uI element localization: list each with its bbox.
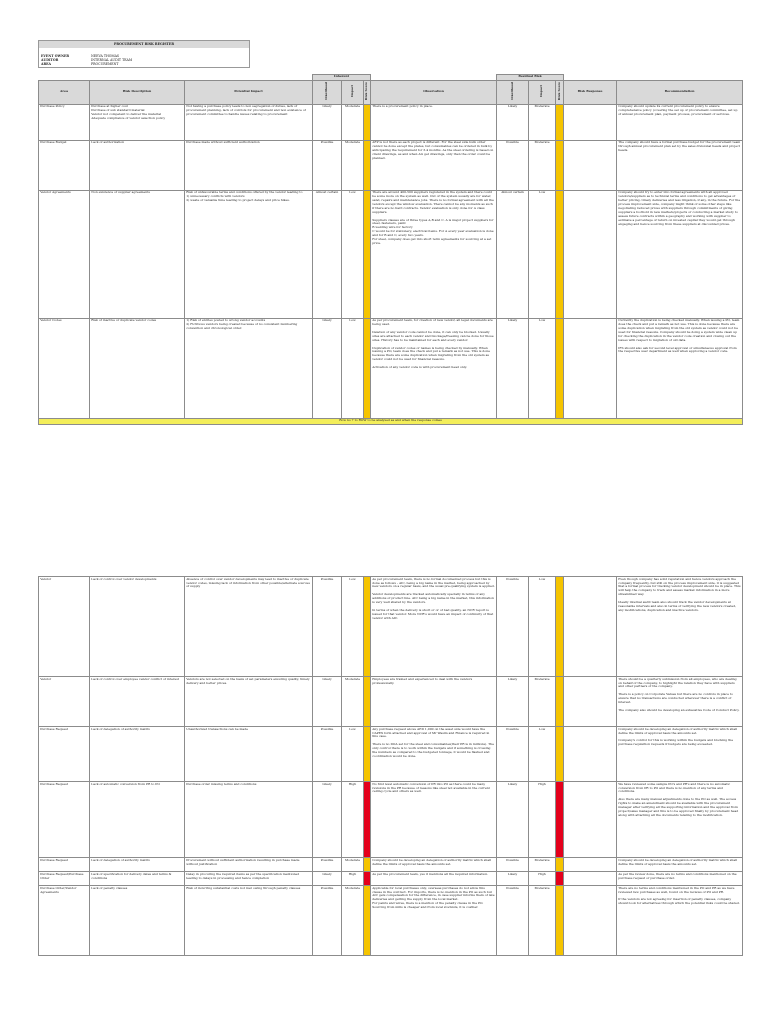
residual-impact-cell: Low <box>529 190 556 318</box>
observation-cell-paragraph: Company should be developing an delegation of authority matrix which shall define the limits of approval basis the amounts set. <box>372 857 492 866</box>
risk-description-cell: Lack of control over employee vendor conflict of interest <box>90 677 185 727</box>
area-cell: Purchase Policy <box>39 104 90 140</box>
residual-likelihood-cell: Possible <box>497 577 529 677</box>
recommendation-cell-paragraph: Even though company has solid reputation and hence vendors approach the company frequently, but still on the process improvement side, it is suggested that a formal process for tracking vendor development should be in place. This will help the company to track and assess market information in a more streamlined way. <box>618 576 741 597</box>
risk-score-indicator <box>364 858 371 872</box>
register-header <box>38 40 250 68</box>
observation-cell-paragraph: AFP is not there as each project is different. For the steel side bulk order cannot be done except the plates, but consumables can be ordered in bulk by anticipating the requirement for 3-4 months. As the steel ordering is based on client drawings, as and when AG get drawings, only then the order could be planned. <box>372 140 494 160</box>
likelihood-cell: Possible <box>313 858 342 872</box>
risk-row <box>39 886 743 956</box>
residual-impact-cell: Moderate <box>529 104 556 140</box>
field-value: INTERNAL AUDIT TEAM <box>91 58 133 63</box>
likelihood-cell: Likely <box>313 782 342 858</box>
impact-rating-cell: Moderate <box>342 104 364 140</box>
inherent-group-header: Inherent <box>313 74 371 80</box>
potential-impact-cell: Absence of control over vendor developments may lead to inactive or duplicate vendor codes, missing lack of information from other possible/alternate sources of supply <box>185 577 313 677</box>
risk-row <box>39 858 743 872</box>
impact-rating-cell: Low <box>342 577 364 677</box>
risk-response-cell <box>564 858 617 872</box>
recommendation-cell-paragraph: Company should be developing an delegation of authority matrix which shall define the limits of approval basis the amounts set. <box>618 857 738 866</box>
residual-likelihood-cell: Possible <box>497 858 529 872</box>
residual-risk-score-indicator <box>556 858 564 872</box>
observation-cell <box>371 886 497 956</box>
risk-description-cell: Lack of automatic conversion from PR to PO <box>90 782 185 858</box>
likelihood-cell: Possible <box>313 727 342 782</box>
observation-cell <box>371 677 497 727</box>
potential-impact-cell: Purchase order missing terms and conditions <box>185 782 313 858</box>
risk-response-cell <box>564 104 617 140</box>
recommendation-cell <box>617 872 743 886</box>
observation-cell-paragraph: As per the procurement team, yes it mentions all the required information. <box>372 871 489 876</box>
area-cell: Purchase Request <box>39 858 90 872</box>
residual-likelihood-cell: Possible <box>497 140 529 190</box>
observation-cell <box>371 727 497 782</box>
recommendation-cell-paragraph: Company should try to enter into formal agreements with all approved vendors/suppliers as to technical terms and conditions to get advantages of better pricing, timely deliveries and less litigation, if any, in the future. For the process improvement side, company might think of some other steps like negotiating reduced prices with suppliers through commitments of giving suppliers a foothold in new markets/projects or conducting a market study to assess future contracts within a geography and working with supplier to estimate a percentage of return on invested capital they would get through engaging and hence sourcing from these suppliers at discounted prices. <box>618 190 741 226</box>
residual-impact-cell: Low <box>529 577 556 677</box>
risk-score-indicator <box>364 104 371 140</box>
residual-impact-cell: Moderate <box>529 140 556 190</box>
col-area: Area <box>39 80 90 104</box>
risk-score-indicator <box>364 190 371 318</box>
risk-score-indicator <box>364 782 371 858</box>
risk-description-cell: Lack of authorization <box>90 140 185 190</box>
recommendation-cell-paragraph: The company should have a formal purchase budget for the procurement team through annual procurement plan set by the sales divisional heads and project heads. <box>618 140 741 153</box>
risk-response-cell <box>564 872 617 886</box>
impact-rating-cell: Moderate <box>342 677 364 727</box>
recommendation-cell-paragraph: Company should be developing an delegation of authority matrix which shall define the limits of approval basis the amounts set. <box>618 726 738 735</box>
likelihood-cell: Possible <box>313 886 342 956</box>
risk-description-cell: Non existence of supplier agreements <box>90 190 185 318</box>
risk-response-cell <box>564 140 617 190</box>
likelihood-cell: Possible <box>313 577 342 677</box>
potential-impact-cell: Delay in procuring the required items as per the specification mentioned leading to delays in processing and hence completion <box>185 872 313 886</box>
recommendation-cell <box>617 104 743 140</box>
residual-impact-cell: High <box>529 872 556 886</box>
observation-cell-paragraph: Deletion of any vendor code cannot be done, it can only be blocked. Usually sites are attached to each vendor and blockage/freezing can be done for those sites. History has to be maintained for each and every vendor. <box>372 329 494 342</box>
risk-table-page-1 <box>38 74 743 425</box>
risk-description-cell: Lack of penalty clauses <box>90 886 185 956</box>
risk-row <box>39 677 743 727</box>
col-res-likelihood: Likelihood <box>509 82 514 101</box>
risk-row <box>39 872 743 886</box>
recommendation-cell-paragraph: Currently the duplication is being checked manually. When issuing a PO, team does the check and put a remark as not use. This is done because there are some duplication when migrating from the old system as vendor could not be used for financial reasons. Company should be doing a system wide clean up for checking the duplication in the vendor code creation and closing out the issues with respect to migration of old data. <box>618 318 740 342</box>
observation-cell-paragraph: Applicable for local purchases only, overseas purchases do not allow this clause in the contract. For imports, there is no mention in the PO as such but AIC gets compensation for the difference, in case supplier informs them of late deliveries and getting the supply from the local market. For paints and wires, there is a mention of the penalty clause in the PO. Sourcing from mills is cheaper and from local stockists, it is costlier. <box>372 885 495 910</box>
residual-impact-cell: Low <box>529 727 556 782</box>
risk-response-cell <box>564 727 617 782</box>
col-risk-description: Risk Description <box>90 80 185 104</box>
residual-likelihood-cell: Possible <box>497 727 529 782</box>
residual-impact-cell: Low <box>529 318 556 418</box>
impact-rating-cell: High <box>342 782 364 858</box>
impact-rating-cell: Moderate <box>342 886 364 956</box>
residual-likelihood-cell: Likely <box>497 872 529 886</box>
residual-risk-score-indicator <box>556 318 564 418</box>
risk-description-cell: Purchase at higher cost Purchase of sub standard material Vendor not competent to deliver the material Adequate compliance of vendor selection policy <box>90 104 185 140</box>
observation-cell <box>371 782 497 858</box>
observation-cell <box>371 872 497 886</box>
observation-cell-paragraph: Activation of any vendor code is with procurement head only. <box>372 365 467 370</box>
recommendation-cell-paragraph: Also there are many manual adjustments done to the PO as well. The access rights to make an amendment should be available with the procurement manager after verifying all the supporting information and the approval from project/sales manager and this is to be approved finally by procurement head along with attaching all the documents relating to the modification. <box>618 797 739 817</box>
residual-risk-score-indicator <box>556 104 564 140</box>
col-res-impact: Impact <box>539 85 544 98</box>
col-res-risk-score: Risk Score <box>556 82 561 101</box>
field-label: EVENT OWNER <box>41 54 70 58</box>
risk-description-cell: Lack of control over vendor developments <box>90 577 185 677</box>
col-recommendation: Recommendation <box>617 80 743 104</box>
field-value: PROCUREMENT <box>91 62 119 67</box>
observation-cell-paragraph: Suppliers classes are of three types A,B and C. A is major project suppliers for steel, fasteners, paint B welding wire for factory C would be for stationery, electrical items. For A every year evaluation is done and for B and C, every two years. For steel, company does get into short term agreements for sourcing at a set price. <box>372 217 494 246</box>
potential-impact-cell: Not having a purchase policy leads to non segregation of duties, lack of procurement planning, lack of controls for procurement and non existence of procurement committee to handle issues relating to procurement <box>185 104 313 140</box>
residual-likelihood-cell: Possible <box>497 886 529 956</box>
risk-row <box>39 104 743 140</box>
residual-likelihood-cell: Likely <box>497 104 529 140</box>
field-label: AUDITOR <box>41 58 59 63</box>
impact-rating-cell: Low <box>342 190 364 318</box>
register-page-1 <box>38 40 742 425</box>
residual-likelihood-cell: Almost certain <box>497 190 529 318</box>
recommendation-cell <box>617 886 743 956</box>
potential-impact-cell: 1) Risk of entries posted to wrong vendor accounts 2) Fictitious vendors being created because of no consistent numbering convention and chronological order. <box>185 318 313 418</box>
residual-impact-cell: Moderate <box>529 677 556 727</box>
area-cell: Purchase Request <box>39 782 90 858</box>
risk-description-cell: Lack of delegation of authority matrix <box>90 727 185 782</box>
potential-impact-cell: Risk of unfavourable terms and conditions offered by the vendor leading to 1) unnecessary conflicts with vendors 2) waste of valuable time leading to project delays and price hikes. <box>185 190 313 318</box>
potential-impact-cell: Vendors are not selected on the basis of set parameters ensuring quality, timely delivery and better prices. <box>185 677 313 727</box>
observation-cell-paragraph: In terms of when the delivery is short or or of bad quality, an NCR report is issued for that vendor. More NCR's would have an impact of continuity of that vendor with AIC. <box>372 607 494 620</box>
area-cell: Vendor <box>39 677 90 727</box>
residual-risk-score-indicator <box>556 872 564 886</box>
col-impact: Impact <box>349 85 354 98</box>
residual-group-header: Residual Risk <box>497 74 564 80</box>
area-cell: Purchase Request <box>39 727 90 782</box>
residual-likelihood-cell: Likely <box>497 782 529 858</box>
recommendation-cell <box>617 140 743 190</box>
potential-impact-cell: Risk of incurring substantial costs not met owing through penalty clauses <box>185 886 313 956</box>
risk-score-indicator <box>364 677 371 727</box>
risk-score-indicator <box>364 318 371 418</box>
impact-rating-cell: Moderate <box>342 140 364 190</box>
risk-response-cell <box>564 886 617 956</box>
recommendation-cell-paragraph: As per the review done, there are no terms and conditions mentioned on the purchase request or purchase order. <box>618 871 737 880</box>
residual-risk-score-indicator <box>556 190 564 318</box>
observation-cell-paragraph: Any purchase request above AED 1,000 on the asset side would have the CAPEX form attached and approval of Mr Wasim and Finance is required in this case. <box>372 726 490 739</box>
observation-cell <box>371 318 497 418</box>
impact-rating-cell: High <box>342 872 364 886</box>
risk-response-cell <box>564 577 617 677</box>
recommendation-cell-paragraph: There are no terms and conditions mentioned in the PO and PR as we have reviewed few purchases as well, found on the reviews of PO and PR. <box>618 885 735 894</box>
potential-impact-cell: Unauthorized transactions can be made <box>185 727 313 782</box>
risk-score-indicator <box>364 886 371 956</box>
col-likelihood: Likelihood <box>324 82 329 101</box>
observation-cell-paragraph: Employees are trained and experienced to deal with the vendors professionally. <box>372 676 473 685</box>
observation-cell-paragraph: There is a procurement policy in place. <box>372 104 433 109</box>
potential-impact-cell: Procurement without sufficient authorization resulting in purchase made without justification <box>185 858 313 872</box>
impact-rating-cell: Moderate <box>342 858 364 872</box>
field-value: NEEVA THOMAS <box>91 54 120 58</box>
residual-risk-score-indicator <box>556 140 564 190</box>
observation-cell-paragraph: As per procurement team, there is no formal documented process but this is done as follows - AIC, being a big name in the market, being approached by new vendors on a regular basis, and the usual pre-qualifying system is applied. <box>372 576 495 589</box>
risk-row <box>39 190 743 318</box>
recommendation-cell <box>617 190 743 318</box>
recommendation-cell <box>617 318 743 418</box>
recommendation-cell <box>617 577 743 677</box>
col-risk-score: Risk Score <box>364 82 369 101</box>
risk-description-cell: Lack of delegation of authority matrix <box>90 858 185 872</box>
recommendation-cell <box>617 727 743 782</box>
likelihood-cell: Likely <box>313 104 342 140</box>
likelihood-cell: Possible <box>313 140 342 190</box>
area-cell: Purchase Order/Vendor Agreements <box>39 886 90 956</box>
observation-cell-paragraph: Duplication of vendor codes or names is being checked by manually. When issuing a PO, team does the check and put a remark as not use. This is done because there are some duplication when migrating from the old system as vendor could not be used for financial reasons. <box>372 345 490 362</box>
col-potential-impact: Potential Impact <box>185 80 313 104</box>
likelihood-cell: Almost certain <box>313 190 342 318</box>
risk-rows-page-1 <box>39 104 743 418</box>
area-cell: Vendor Codes <box>39 318 90 418</box>
risk-response-cell <box>564 677 617 727</box>
risk-score-indicator <box>364 140 371 190</box>
risk-score-indicator <box>364 577 371 677</box>
area-cell: Purchase Budget <box>39 140 90 190</box>
likelihood-cell: Likely <box>313 872 342 886</box>
residual-risk-score-indicator <box>556 782 564 858</box>
register-page-2 <box>38 576 742 956</box>
recommendation-cell-paragraph: We have reviewed some sample PO's and PR's and there is no automatic conversion from PR to PO and there is no mention of any terms and conditions. <box>618 781 731 794</box>
area-cell: Vendor Agreements <box>39 190 90 318</box>
recommendation-cell <box>617 677 743 727</box>
observation-cell-paragraph: There are around 400-500 suppliers registered in the system and there could be some more on the system as well. Out of the system usually are for water, sand, repairs and maintenance jobs. There is no formal agreement with all the vendors except the window evaluation. There cannot be any moments as such if there are no hard contracts. Vendor evaluation is only done for A class suppliers. <box>372 190 494 214</box>
register-title: PROCUREMENT RISK REGISTER <box>39 41 249 48</box>
field-label: AREA <box>41 62 52 67</box>
col-observation: Observation <box>371 80 497 104</box>
recommendation-cell-paragraph: Company's control for this is working within the budgets and blocking the purchase requisition requests if budgets are being exceeded. <box>618 738 734 747</box>
likelihood-cell: Likely <box>313 318 342 418</box>
risk-row <box>39 577 743 677</box>
observation-cell <box>371 140 497 190</box>
risk-score-indicator <box>364 872 371 886</box>
recommendation-cell-paragraph: There is a policy on Corporate Values but there are no controls in place to ensure that no transactions are conducted wherever there is a conflict of interest. <box>618 692 733 705</box>
risk-row <box>39 782 743 858</box>
residual-impact-cell: High <box>529 782 556 858</box>
residual-risk-score-indicator <box>556 727 564 782</box>
risk-score-indicator <box>364 727 371 782</box>
observation-cell-paragraph: There is no DOA set for the steel and consumables(their PR is in millions). The only control there is to work within the budgets and if something is crossing the numbers as compared to the budgeted tonnage, it would be flashed and coordination would be done. <box>372 742 494 758</box>
risk-rows-page-2 <box>39 577 743 956</box>
observation-cell-paragraph: No first level automatic conversion of PR into PO as there could be many revisions in the PR because of reasons like steel not available in the current ceiling cycle and others as well. <box>372 781 490 794</box>
col-risk-response: Risk Response <box>564 80 617 104</box>
potential-impact-cell: Purchase made without sufficient authorization <box>185 140 313 190</box>
residual-impact-cell: Moderate <box>529 858 556 872</box>
risk-row <box>39 727 743 782</box>
residual-impact-cell: Moderate <box>529 886 556 956</box>
risk-row <box>39 140 743 190</box>
risk-row <box>39 318 743 418</box>
area-cell: Purchase Request/Purchase Order <box>39 872 90 886</box>
risk-response-cell <box>564 190 617 318</box>
recommendation-cell-paragraph: IFS should also ask for second level approval or simultaneous approval from the respective user department as well when approving a vendor code. <box>618 345 737 354</box>
footnote-text: Row no 7 to ROW to be analysed as and when the response comes <box>39 418 743 424</box>
residual-risk-score-indicator <box>556 677 564 727</box>
footnote-row <box>39 418 743 424</box>
recommendation-cell-paragraph: The company also should be developing an exhaustive Code of Conduct Policy. <box>618 707 740 712</box>
impact-rating-cell: Low <box>342 318 364 418</box>
recommendation-cell <box>617 858 743 872</box>
area-cell: Vendor <box>39 577 90 677</box>
observation-cell <box>371 190 497 318</box>
recommendation-cell-paragraph: Company should update its current procurement policy to ensure comprehensive policy (covering the set up of procurement committee, set up of annual procurement plan, payment process, procurement of services. <box>618 104 738 117</box>
likelihood-cell: Likely <box>313 677 342 727</box>
observation-cell-paragraph: Vendor developments are tracked automatically specially in terms of any additions of product line. AIC being a big name in the market, this information is very well shared by the vendors. <box>372 592 495 605</box>
residual-likelihood-cell: Likely <box>497 318 529 418</box>
recommendation-cell <box>617 782 743 858</box>
register-field <box>39 62 249 66</box>
risk-description-cell: Lack of specification for delivery dates and terms & conditions <box>90 872 185 886</box>
recommendation-cell-paragraph: Ideally internal audit team also should track the vendor developments at reasonable intervals and also in terms of verifying the new vendors created, any modifications, duplication and inactive vendors. <box>618 600 737 612</box>
risk-response-cell <box>564 318 617 418</box>
risk-description-cell: Risk of inactive or duplicate vendor codes <box>90 318 185 418</box>
residual-likelihood-cell: Likely <box>497 677 529 727</box>
recommendation-cell-paragraph: If the vendors are not agreeing for insertion of penalty clauses, company should look for alternatives through which the potential risks could be shared. <box>618 897 740 906</box>
risk-table-page-2 <box>38 576 743 956</box>
observation-cell <box>371 858 497 872</box>
recommendation-cell-paragraph: There should be a quarterly submission from all employees, who are dealing on behalf of the company, to highlight the relation they have with suppliers and other partners of the company. <box>618 676 737 689</box>
observation-cell <box>371 577 497 677</box>
residual-risk-score-indicator <box>556 577 564 677</box>
observation-cell <box>371 104 497 140</box>
impact-rating-cell: Low <box>342 727 364 782</box>
risk-response-cell <box>564 782 617 858</box>
observation-cell-paragraph: As per procurement team, for creation of new vendor, all legal documents are being used. <box>372 318 493 327</box>
residual-risk-score-indicator <box>556 886 564 956</box>
